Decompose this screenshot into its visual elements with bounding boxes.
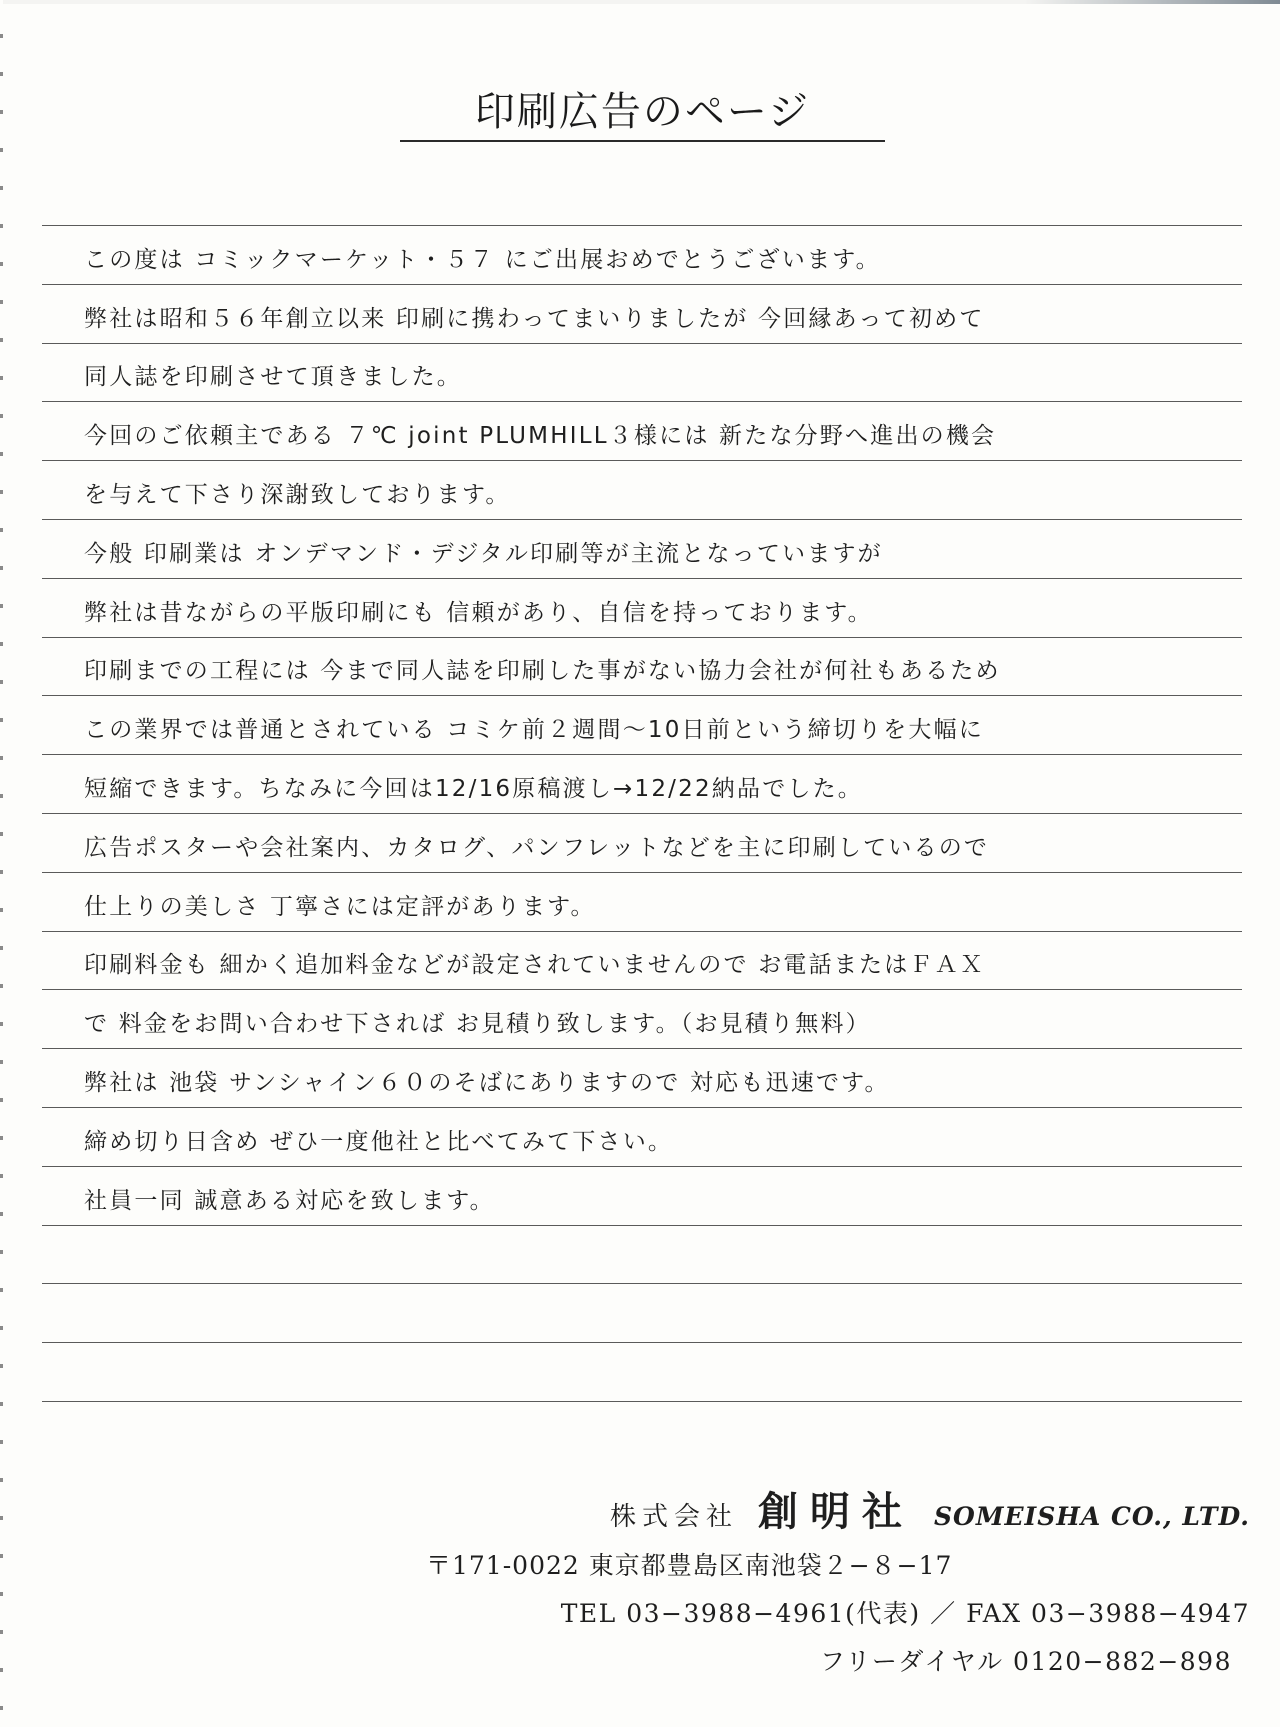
ruled-line xyxy=(42,1226,1242,1285)
ruled-line xyxy=(42,1343,1242,1402)
ruled-line xyxy=(42,755,1242,814)
ruled-line xyxy=(42,520,1242,579)
ruled-line xyxy=(42,461,1242,520)
company-type: 株式会社 xyxy=(609,1502,738,1532)
line-text: で 料金をお問い合わせ下されば お見積り致します。（お見積り無料） xyxy=(84,1011,871,1038)
title-underline xyxy=(400,140,885,142)
line-text: 弊社は 池袋 サンシャイン６０のそばにありますので 対応も迅速です。 xyxy=(84,1069,890,1096)
ruled-line xyxy=(42,579,1242,638)
page-top-edge xyxy=(0,0,1280,4)
ruled-line xyxy=(42,285,1242,344)
line-text: 印刷料金も 細かく追加料金などが設定されていませんので お電話またはＦＡＸ xyxy=(84,952,986,979)
company-name: 創明社 xyxy=(758,1488,914,1535)
line-text: 広告ポスターや会社案内、カタログ、パンフレットなどを主に印刷しているので xyxy=(84,834,990,861)
line-text: この業界では普通とされている コミケ前２週間～10日前という締切りを大幅に xyxy=(84,717,984,744)
ruled-text-body xyxy=(42,225,1242,1402)
company-name-en: SOMEISHA CO., LTD. xyxy=(934,1502,1250,1531)
line-text: 今回のご依頼主である ７℃ joint PLUMHILL３様には 新たな分野へ進出の機会 xyxy=(84,423,997,450)
ruled-line xyxy=(42,932,1242,991)
line-text: 短縮できます。ちなみに今回は12/16原稿渡し→12/22納品でした。 xyxy=(84,775,863,802)
line-text: 今般 印刷業は オンデマンド・デジタル印刷等が主流となっていますが xyxy=(84,540,883,567)
line-text: 社員一同 誠意ある対応を致します。 xyxy=(84,1187,495,1214)
company-address: 〒171-0022 東京都豊島区南池袋２−８−17 xyxy=(426,1551,953,1580)
line-text: この度は コミックマーケット・５７ にご出展おめでとうございます。 xyxy=(84,246,881,273)
line-text: 仕上りの美しさ 丁寧さには定評があります。 xyxy=(84,893,596,920)
company-freedial: フリーダイヤル 0120−882−898 xyxy=(819,1647,1232,1676)
line-text: 締め切り日含め ぜひ一度他社と比べてみて下さい。 xyxy=(84,1128,674,1155)
line-text: 印刷までの工程には 今まで同人誌を印刷した事がない協力会社が何社もあるため xyxy=(84,658,1001,685)
ruled-line xyxy=(42,226,1242,285)
ruled-line xyxy=(42,1108,1242,1167)
ruled-line xyxy=(42,1049,1242,1108)
line-text: 弊社は昭和５６年創立以来 印刷に携わってまいりましたが 今回縁あって初めて xyxy=(84,305,985,332)
line-text: 同人誌を印刷させて頂きました。 xyxy=(84,364,462,391)
company-name-row xyxy=(610,1480,1250,1537)
line-text: 弊社は昔ながらの平版印刷にも 信頼があり、自信を持っております。 xyxy=(84,599,873,626)
ruled-line xyxy=(42,1167,1242,1226)
line-text: を与えて下さり深謝致しております。 xyxy=(84,481,511,508)
company-tel-fax: TEL 03−3988−4961(代表) ／ FAX 03−3988−4947 xyxy=(560,1599,1250,1628)
binding-edge xyxy=(0,0,3,1727)
ruled-line xyxy=(42,873,1242,932)
ruled-line xyxy=(42,1284,1242,1343)
page-title: 印刷広告のページ xyxy=(474,89,811,135)
ruled-line xyxy=(42,402,1242,461)
ruled-line xyxy=(42,696,1242,755)
ruled-line xyxy=(42,344,1242,403)
ruled-line xyxy=(42,638,1242,697)
ruled-line xyxy=(42,814,1242,873)
ruled-line xyxy=(42,990,1242,1049)
